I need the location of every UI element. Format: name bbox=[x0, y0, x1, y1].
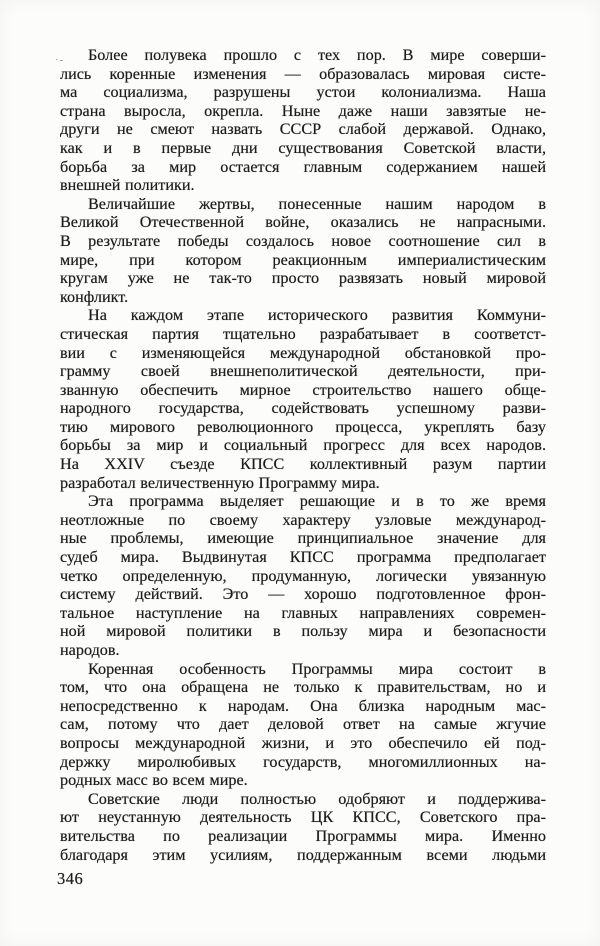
text-block bbox=[60, 46, 546, 864]
text-line: том, что она обращена не только к правительствам, но и bbox=[60, 678, 546, 697]
text-line: благодаря этим усилиям, поддержанным всеми людьми bbox=[60, 845, 546, 864]
text-line: ма социализма, разрушены устои колониализма. Наша bbox=[60, 83, 546, 102]
text-line: мире, при котором реакционным империалистическим bbox=[60, 250, 546, 269]
text-line: лись коренные изменения — образовалась мировая систе- bbox=[60, 64, 546, 83]
text-line: тию мирового революционного процесса, укреплять базу bbox=[60, 417, 546, 436]
text-line: Советские люди полностью одобряют и поддержива- bbox=[88, 789, 546, 808]
text-line: стическая партия тщательно разрабатывает в соответст- bbox=[60, 324, 546, 343]
text-line: народного государства, содействовать успешному разви- bbox=[60, 399, 546, 418]
text-line: страна выросла, окрепла. Ныне даже наши завзятые не- bbox=[60, 101, 546, 120]
text-line: разработал величественную Программу мира. bbox=[60, 473, 380, 492]
text-line: борьба за мир остается главным содержанием нашей bbox=[60, 157, 546, 176]
text-line: сам, потому что дает деловой ответ на самые жгучие bbox=[60, 715, 546, 734]
text-line: други не смеют назвать СССР слабой державой. Однако, bbox=[60, 120, 546, 139]
text-line: внешней политики. bbox=[60, 176, 195, 195]
text-line: Величайшие жертвы, понесенные нашим народом в bbox=[88, 194, 546, 213]
scan-artifact-mark: ·- bbox=[55, 54, 65, 66]
text-line: вопросы международной жизни, и это обеспечило ей под- bbox=[60, 733, 546, 752]
text-line: родных масс во всем мире. bbox=[60, 771, 248, 790]
text-line: неотложные по своему характеру узловые международ- bbox=[60, 510, 546, 529]
text-line: судеб мира. Выдвинутая КПСС программа предполагает bbox=[60, 548, 546, 567]
text-line: грамму своей внешнеполитической деятельности, при- bbox=[60, 362, 546, 381]
text-line: систему действий. Это — хорошо подготовленное фрон- bbox=[60, 585, 546, 604]
paragraph bbox=[60, 492, 546, 659]
text-line: ной мировой политики в пользу мира и безопасности bbox=[60, 622, 546, 641]
text-line: званную обеспечить мирное строительство нашего обще- bbox=[60, 380, 546, 399]
text-line: держку миролюбивых государств, многомиллионных на- bbox=[60, 752, 546, 771]
text-line: конфликт. bbox=[60, 287, 129, 306]
text-line: тальное наступление на главных направлениях современ- bbox=[60, 603, 546, 622]
paragraph bbox=[60, 46, 546, 195]
text-line: На каждом этапе исторического развития Коммуни- bbox=[88, 306, 546, 325]
text-line: как и в первые дни существования Советской власти, bbox=[60, 138, 546, 157]
page-number: 346 bbox=[57, 869, 84, 888]
paragraph bbox=[60, 660, 546, 790]
paragraph bbox=[60, 790, 546, 864]
paragraph bbox=[60, 306, 546, 492]
paragraph bbox=[60, 195, 546, 307]
text-line: четко определенную, продуманную, логически увязанную bbox=[60, 566, 546, 585]
text-line: Эта программа выделяет решающие и в то же время bbox=[88, 492, 546, 511]
text-line: народов. bbox=[60, 641, 120, 659]
text-line: вительства по реализации Программы мира. Именно bbox=[60, 826, 546, 845]
text-line: ют неустанную деятельность ЦК КПСС, Советского пра- bbox=[60, 808, 546, 827]
text-line: кругам уже не так-то просто развязать новый мировой bbox=[60, 269, 546, 288]
text-line: На XXIV съезде КПСС коллективный разум партии bbox=[60, 455, 546, 474]
text-line: борьбы за мир и социальный прогресс для всех народов. bbox=[60, 436, 546, 455]
text-line: ные проблемы, имеющие принципиальное значение для bbox=[60, 529, 546, 548]
text-line: В результате победы создалось новое соотношение сил в bbox=[60, 231, 546, 250]
text-line: Более полувека прошло с тех пор. В мире соверши- bbox=[88, 46, 546, 64]
text-line: непосредственно к народам. Она близка народным мас- bbox=[60, 696, 546, 715]
text-line: вии с изменяющейся международной обстановкой про- bbox=[60, 343, 546, 362]
text-line: Коренная особенность Программы мира состоит в bbox=[88, 659, 546, 678]
text-line: Великой Отечественной войне, оказались не напрасными. bbox=[60, 213, 546, 232]
